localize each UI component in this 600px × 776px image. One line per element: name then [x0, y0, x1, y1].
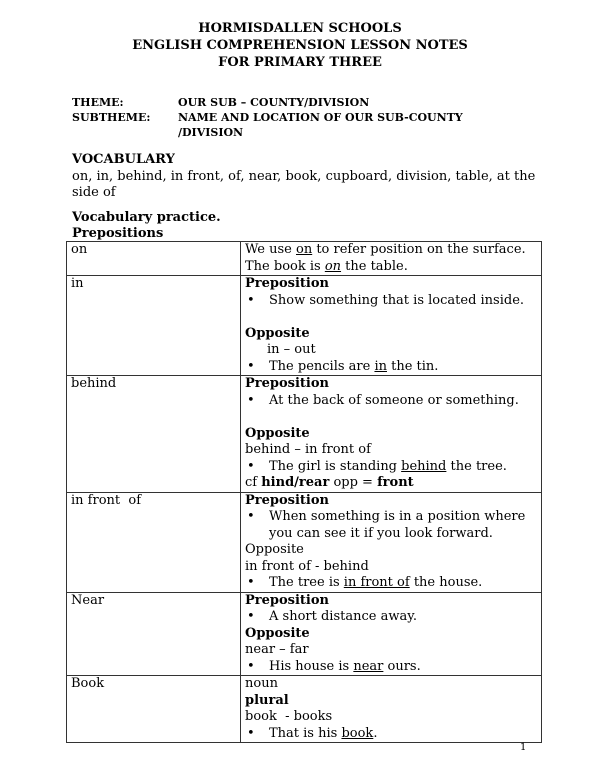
opposite-pair: in – out [267, 342, 316, 357]
school-name: HORMISDALLEN SCHOOLS [198, 21, 402, 36]
usage-line: We use on to refer position on the surface. [245, 242, 526, 257]
definition-cell [241, 592, 542, 676]
definition-cell [241, 676, 542, 743]
opposite-heading: Opposite [245, 625, 310, 641]
subject-title: ENGLISH COMPREHENSION LESSON NOTES [132, 38, 468, 53]
prepositions-table [66, 241, 542, 743]
definition-cell [241, 376, 542, 493]
bullet-icon: • [247, 609, 255, 624]
opposite-pair: in front of - behind [245, 558, 369, 574]
list-item: • The pencils are in the tin. [247, 358, 439, 374]
prepositions-heading: Prepositions [72, 226, 164, 241]
practice-heading: Vocabulary practice. [72, 210, 221, 225]
bullet-icon: • [247, 392, 255, 408]
list-item: • A short distance away. [247, 609, 417, 624]
bullet-icon: • [247, 358, 255, 374]
table-row [67, 242, 542, 276]
definition-cell [241, 492, 542, 592]
list-item: • At the back of someone or something. [247, 392, 519, 408]
theme-value: OUR SUB – COUNTY/DIVISION [178, 96, 370, 109]
example-line: The book is on the table. [245, 258, 408, 274]
table-row [67, 676, 542, 743]
list-item: • That is his book. [247, 725, 378, 741]
word-cell: in front of [67, 492, 241, 592]
bullet-icon: • [247, 292, 255, 308]
word-cell: Near [67, 592, 241, 676]
opposite-heading: Opposite [245, 542, 304, 557]
list-item: • When something is in a position where you can see it if you look forward. [247, 509, 526, 541]
title-block [0, 20, 600, 71]
part-of-speech: noun [245, 676, 278, 691]
definition-cell [241, 276, 542, 376]
plural-pair: book - books [245, 709, 333, 724]
word-cell: behind [67, 376, 241, 493]
definition-cell [241, 242, 542, 276]
list-item: • Show something that is located inside. [247, 292, 525, 308]
table-row [67, 376, 542, 493]
page-number: 1 [520, 742, 527, 753]
subtheme-value: NAME AND LOCATION OF OUR SUB-COUNTY /DIVISION [178, 111, 463, 139]
word-cell: Book [67, 676, 241, 743]
preposition-heading: Preposition [245, 376, 329, 391]
list-item: • The girl is standing behind the tree. [247, 458, 507, 474]
opposite-pair: near – far [245, 642, 309, 657]
plural-heading: plural [245, 692, 289, 708]
list-item: • His house is near ours. [247, 658, 421, 674]
cf-line: cf hind/rear opp = front [245, 475, 414, 490]
table-row [67, 492, 542, 592]
preposition-heading: Preposition [245, 276, 329, 291]
subtheme-label: SUBTHEME: [72, 111, 151, 124]
table-row [67, 592, 542, 676]
list-item: • The tree is in front of the house. [247, 575, 483, 590]
bullet-icon: • [247, 725, 255, 741]
vocabulary-words: on, in, behind, in front, of, near, book, cupboard, division, table, at the side of [72, 169, 536, 200]
bullet-icon: • [247, 575, 255, 590]
theme-label: THEME: [72, 96, 124, 109]
class-title: FOR PRIMARY THREE [218, 55, 382, 70]
vocabulary-heading: VOCABULARY [72, 152, 175, 167]
opposite-heading: Opposite [245, 425, 310, 441]
preposition-heading: Preposition [245, 592, 329, 608]
bullet-icon: • [247, 658, 255, 674]
preposition-heading: Preposition [245, 492, 329, 508]
table-row [67, 276, 542, 376]
bullet-icon: • [247, 458, 255, 474]
opposite-pair: behind – in front of [245, 442, 371, 457]
word-cell: in [67, 276, 241, 376]
word-cell: on [67, 242, 241, 276]
bullet-icon: • [247, 509, 255, 524]
opposite-heading: Opposite [245, 325, 310, 341]
